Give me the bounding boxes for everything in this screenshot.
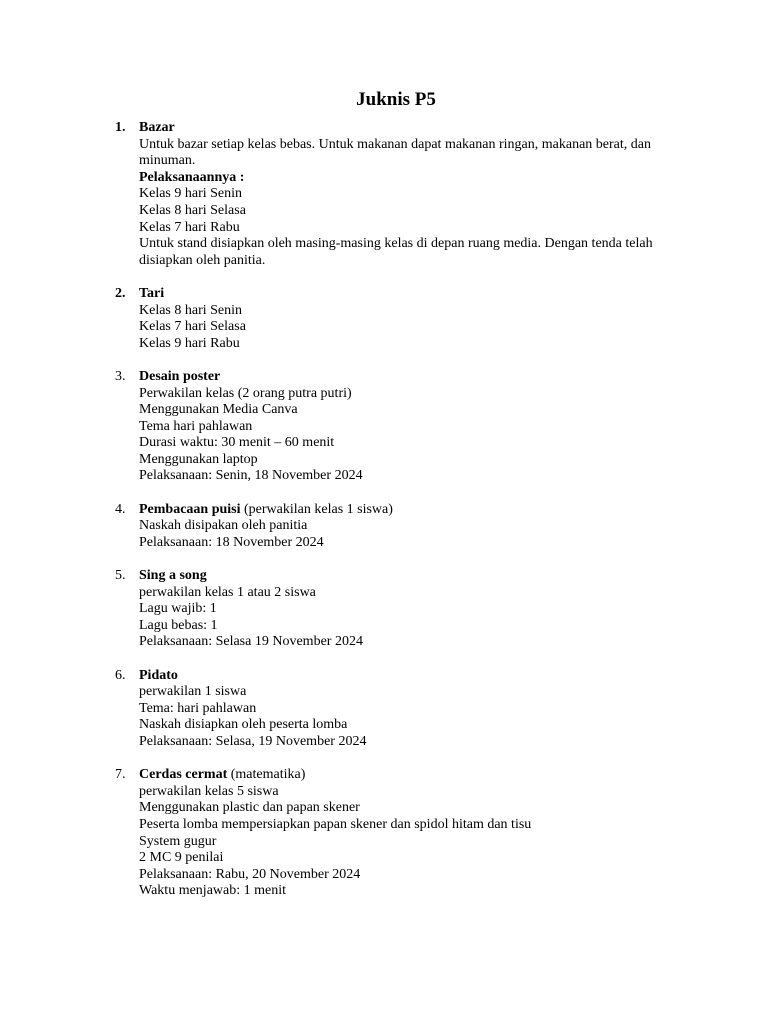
list-item-text: Pelaksanaan: Senin, 18 November 2024	[139, 468, 363, 484]
list-item	[0, 767, 768, 900]
list-item-number: 4.	[115, 501, 126, 517]
list-item-heading-line	[139, 568, 669, 585]
list-item-text: Durasi waktu: 30 menit – 60 menit	[139, 435, 335, 451]
list-item-heading: Desain poster	[139, 368, 221, 384]
list-item-heading-note: (perwakilan kelas 1 siswa)	[240, 501, 393, 517]
list-item-body	[139, 120, 669, 269]
list-item-heading-note: (matematika)	[227, 767, 306, 783]
list-item-text: Pelaksanaan: Selasa 19 November 2024	[139, 634, 363, 650]
list-item-text: Pelaksanaan: Rabu, 20 November 2024	[139, 866, 361, 882]
list-item-text: Menggunakan plastic dan papan skener	[139, 800, 360, 816]
list-item-number: 2.	[115, 285, 126, 301]
list-item-text: perwakilan kelas 1 atau 2 siswa	[139, 584, 316, 600]
list-item-body	[139, 369, 669, 485]
list-item-number: 5.	[115, 568, 126, 584]
list-item-heading: Bazar	[139, 120, 175, 135]
list-item-text: Peserta lomba mempersiapkan papan skener dan spidol hitam dan tisu	[139, 816, 532, 832]
list-item-text: Pelaksanaan: 18 November 2024	[139, 534, 324, 550]
list-item-text: Perwakilan kelas (2 orang putra putri)	[139, 385, 352, 401]
list-item	[0, 568, 768, 651]
list-item-heading: Pembacaan puisi	[139, 501, 241, 517]
list-item-body	[139, 502, 669, 552]
page-title: Juknis P5	[356, 89, 436, 110]
list-item-text: 2 MC 9 penilai	[139, 850, 224, 866]
list-item-number: 1.	[115, 120, 126, 135]
list-item-number: 3.	[115, 368, 126, 384]
list-item	[0, 668, 768, 751]
list-item-text: Lagu bebas: 1	[139, 617, 218, 633]
sub-heading: Pelaksanaannya :	[139, 169, 245, 185]
list-item-text: Lagu wajib: 1	[139, 601, 217, 617]
list-item-text: Waktu menjawab: 1 menit	[139, 883, 286, 899]
list-item-text: Kelas 9 hari Rabu	[139, 335, 240, 351]
list-item-body	[139, 668, 669, 751]
list-item	[0, 286, 768, 352]
list-item-text: perwakilan kelas 5 siswa	[139, 783, 279, 799]
list-item-text: Naskah disipakan oleh panitia	[139, 518, 308, 534]
list-item-heading-line	[139, 120, 669, 137]
list-item-text: Pelaksanaan: Selasa, 19 November 2024	[139, 733, 367, 749]
list-item-text: System gugur	[139, 833, 217, 849]
list-item-text: Naskah disiapkan oleh peserta lomba	[139, 717, 348, 733]
list-item-body	[139, 286, 669, 352]
list-item-heading-line	[139, 286, 669, 303]
list-item-heading: Tari	[139, 285, 165, 301]
list-item-text: Kelas 7 hari Rabu	[139, 219, 240, 235]
list-item-body	[139, 568, 669, 651]
list-item-text: perwakilan 1 siswa	[139, 684, 247, 700]
list-item-text: Kelas 9 hari Senin	[139, 186, 243, 202]
list-item-heading-line	[139, 369, 669, 386]
list-item-text: Tema hari pahlawan	[139, 418, 253, 434]
list-item-number: 6.	[115, 667, 126, 683]
list-item-text: Untuk bazar setiap kelas bebas. Untuk makanan dapat makanan ringan, makanan berat, dan minuman.	[139, 136, 651, 169]
list-item-heading: Sing a song	[139, 568, 207, 584]
list-item-heading-line	[139, 767, 669, 784]
list-item-heading: Pidato	[139, 667, 178, 683]
list-item-heading-line	[139, 502, 669, 519]
list-item-text: Kelas 8 hari Senin	[139, 302, 243, 318]
list-item-number: 7.	[115, 767, 126, 783]
list-item-text: Untuk stand disiapkan oleh masing-masing kelas di depan ruang media. Dengan tenda telah disiapkan oleh panitia.	[139, 236, 653, 268]
list-item-text: Kelas 7 hari Selasa	[139, 319, 246, 335]
list-item-heading: Cerdas cermat	[139, 767, 228, 783]
list-item-text: Menggunakan Media Canva	[139, 402, 298, 418]
list-item	[0, 120, 768, 269]
list-item-text: Menggunakan laptop	[139, 451, 258, 467]
list-item-body	[139, 767, 669, 900]
list-item	[0, 502, 768, 552]
list-item-text: Tema: hari pahlawan	[139, 700, 257, 716]
list-item	[0, 369, 768, 485]
list-item-heading-line	[139, 668, 669, 685]
numbered-list	[0, 120, 768, 917]
list-item-text: Kelas 8 hari Selasa	[139, 202, 246, 218]
